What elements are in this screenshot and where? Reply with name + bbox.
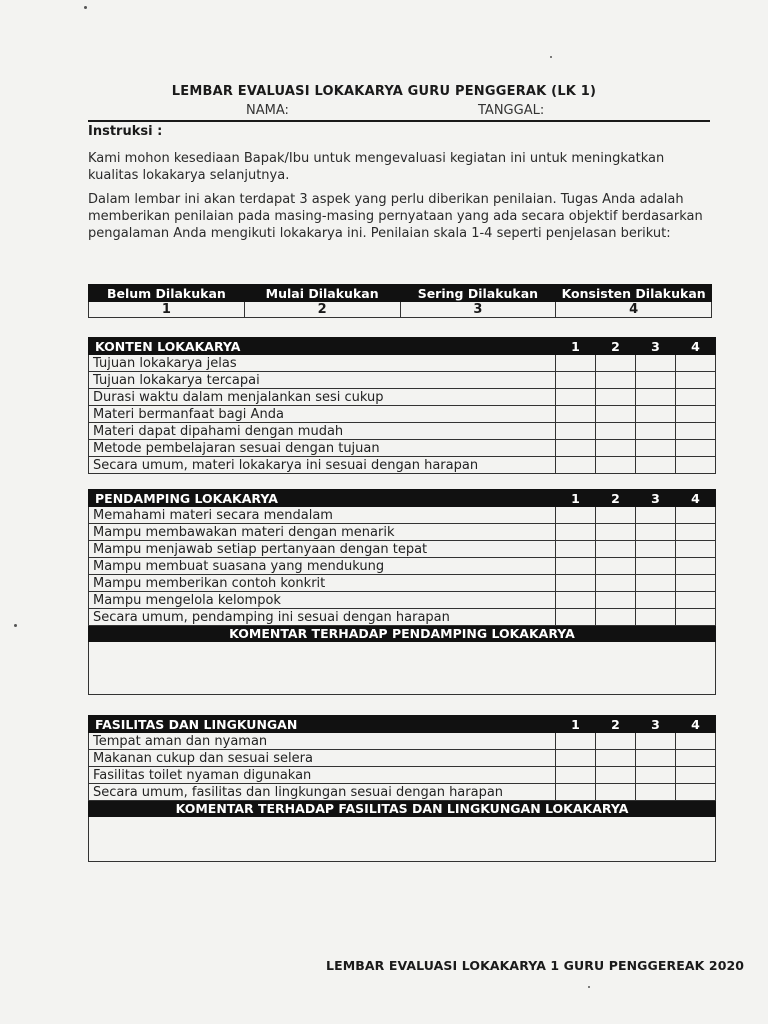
rating-cell[interactable] [556,440,596,457]
rating-cell[interactable] [676,372,716,389]
rating-cell[interactable] [596,750,636,767]
table-row [89,575,716,592]
rating-cell[interactable] [556,524,596,541]
rating-cell[interactable] [596,389,636,406]
table-row [89,507,716,524]
rating-cell[interactable] [596,609,636,626]
rating-column-header: 2 [596,338,636,355]
fasilitas-table [88,715,716,862]
comment-box[interactable] [89,642,716,695]
table-row [89,592,716,609]
section-heading: PENDAMPING LOKAKARYA [89,490,556,507]
rating-cell[interactable] [556,507,596,524]
table-row [89,372,716,389]
rating-cell[interactable] [636,575,676,592]
table-row [89,457,716,474]
rating-cell[interactable] [636,389,676,406]
rating-cell[interactable] [596,440,636,457]
rating-cell[interactable] [676,389,716,406]
instructions-paragraph-2: Dalam lembar ini akan terdapat 3 aspek yang perlu diberikan penilaian. Tugas Anda adalah memberikan penilaian pada masing-masing pernyataan yang ada secara objektif berdasarkan pengalaman Anda mengikuti lokakarya ini. Penilaian skala 1-4 seperti penjelasan berikut: [88,192,703,241]
table-row [89,406,716,423]
rating-cell[interactable] [636,733,676,750]
rating-cell[interactable] [636,750,676,767]
rating-cell[interactable] [676,541,716,558]
rating-cell[interactable] [636,524,676,541]
rating-cell[interactable] [676,592,716,609]
table-row [89,750,716,767]
rating-cell[interactable] [676,507,716,524]
comment-heading: KOMENTAR TERHADAP PENDAMPING LOKAKARYA [89,626,716,642]
rating-cell[interactable] [636,372,676,389]
rating-cell[interactable] [556,575,596,592]
scan-speck [14,624,17,627]
rating-cell[interactable] [596,592,636,609]
rating-cell[interactable] [636,457,676,474]
rating-cell[interactable] [556,784,596,801]
name-label: NAMA: [246,103,289,118]
page-title: LEMBAR EVALUASI LOKAKARYA GURU PENGGERAK (LK 1) [171,84,597,99]
rating-cell[interactable] [636,784,676,801]
rating-cell[interactable] [676,440,716,457]
rating-column-header: 4 [676,490,716,507]
scan-speck [84,6,87,9]
statement: Materi dapat dipahami dengan mudah [89,423,556,440]
rating-cell[interactable] [596,457,636,474]
page-footer: LEMBAR EVALUASI LOKAKARYA 1 GURU PENGGEREAK 2020 [326,958,745,973]
rating-column-header: 1 [556,490,596,507]
comment-box[interactable] [89,817,716,862]
rating-cell[interactable] [596,372,636,389]
rating-cell[interactable] [596,406,636,423]
rating-cell[interactable] [636,355,676,372]
rating-cell[interactable] [636,541,676,558]
statement: Secara umum, fasilitas dan lingkungan sesuai dengan harapan [89,784,556,801]
rating-cell[interactable] [596,733,636,750]
rating-cell[interactable] [636,507,676,524]
statement: Mampu menjawab setiap pertanyaan dengan tepat [89,541,556,558]
rating-cell[interactable] [596,355,636,372]
rating-cell[interactable] [676,406,716,423]
statement: Secara umum, pendamping ini sesuai dengan harapan [89,609,556,626]
table-row [89,784,716,801]
rating-cell[interactable] [596,423,636,440]
statement: Durasi waktu dalam menjalankan sesi cukup [89,389,556,406]
rating-cell[interactable] [676,355,716,372]
rating-cell[interactable] [676,558,716,575]
rating-cell[interactable] [636,767,676,784]
statement: Tujuan lokakarya jelas [89,355,556,372]
table-row [89,767,716,784]
statement: Makanan cukup dan sesuai selera [89,750,556,767]
rating-cell[interactable] [556,355,596,372]
konten-table [88,337,716,474]
table-row [89,609,716,626]
comment-heading: KOMENTAR TERHADAP FASILITAS DAN LINGKUNGAN LOKAKARYA [89,801,716,817]
rating-cell[interactable] [596,524,636,541]
statement: Secara umum, materi lokakarya ini sesuai dengan harapan [89,457,556,474]
rating-column-header: 4 [676,338,716,355]
scale-label: Belum Dilakukan [89,285,245,302]
rating-cell[interactable] [556,406,596,423]
rating-cell[interactable] [636,558,676,575]
statement: Tempat aman dan nyaman [89,733,556,750]
scale-value: 4 [556,302,712,318]
statement: Tujuan lokakarya tercapai [89,372,556,389]
rating-cell[interactable] [676,733,716,750]
table-row [89,733,716,750]
scale-label: Mulai Dilakukan [244,285,400,302]
rating-cell[interactable] [556,592,596,609]
pendamping-table [88,489,716,695]
rating-column-header: 3 [636,716,676,733]
rating-cell[interactable] [556,609,596,626]
rating-cell[interactable] [556,558,596,575]
statement: Fasilitas toilet nyaman digunakan [89,767,556,784]
statement: Mampu mengelola kelompok [89,592,556,609]
rating-cell[interactable] [636,406,676,423]
rating-cell[interactable] [596,541,636,558]
table-row [89,541,716,558]
header-divider [88,120,710,122]
scale-label: Konsisten Dilakukan [556,285,712,302]
rating-column-header: 2 [596,716,636,733]
scale-value: 1 [89,302,245,318]
table-row [89,389,716,406]
scale-value: 2 [244,302,400,318]
rating-cell[interactable] [556,767,596,784]
rating-column-header: 1 [556,338,596,355]
scan-speck [550,56,552,58]
rating-cell[interactable] [556,541,596,558]
rating-cell[interactable] [676,524,716,541]
rating-cell[interactable] [676,767,716,784]
rating-column-header: 3 [636,490,676,507]
instructions-label: Instruksi : [88,124,163,139]
rating-cell[interactable] [636,440,676,457]
instructions-paragraph-1: Kami mohon kesediaan Bapak/Ibu untuk mengevaluasi kegiatan ini untuk meningkatkan kualitas lokakarya selanjutnya. [88,151,665,183]
statement: Materi bermanfaat bagi Anda [89,406,556,423]
rating-cell[interactable] [676,575,716,592]
rating-cell[interactable] [676,423,716,440]
rating-cell[interactable] [556,457,596,474]
rating-cell[interactable] [596,575,636,592]
rating-cell[interactable] [556,750,596,767]
date-label: TANGGAL: [478,103,545,118]
section-heading: KONTEN LOKAKARYA [89,338,556,355]
rating-cell[interactable] [636,423,676,440]
section-heading: FASILITAS DAN LINGKUNGAN [89,716,556,733]
rating-cell[interactable] [556,423,596,440]
rating-scale-table [88,284,712,318]
rating-cell[interactable] [556,733,596,750]
rating-column-header: 4 [676,716,716,733]
rating-cell[interactable] [676,457,716,474]
rating-column-header: 3 [636,338,676,355]
statement: Mampu membawakan materi dengan menarik [89,524,556,541]
table-row [89,524,716,541]
rating-column-header: 2 [596,490,636,507]
table-row [89,558,716,575]
table-row [89,423,716,440]
rating-cell[interactable] [676,784,716,801]
rating-cell[interactable] [556,372,596,389]
rating-cell[interactable] [556,389,596,406]
statement: Mampu membuat suasana yang mendukung [89,558,556,575]
scale-value: 3 [400,302,556,318]
table-row [89,440,716,457]
rating-cell[interactable] [596,767,636,784]
rating-cell[interactable] [676,750,716,767]
rating-cell[interactable] [676,609,716,626]
rating-cell[interactable] [596,784,636,801]
rating-cell[interactable] [596,558,636,575]
scan-speck [588,986,590,988]
rating-cell[interactable] [636,592,676,609]
rating-column-header: 1 [556,716,596,733]
rating-cell[interactable] [596,507,636,524]
statement: Mampu memberikan contoh konkrit [89,575,556,592]
scale-label: Sering Dilakukan [400,285,556,302]
statement: Memahami materi secara mendalam [89,507,556,524]
statement: Metode pembelajaran sesuai dengan tujuan [89,440,556,457]
table-row [89,355,716,372]
rating-cell[interactable] [636,609,676,626]
